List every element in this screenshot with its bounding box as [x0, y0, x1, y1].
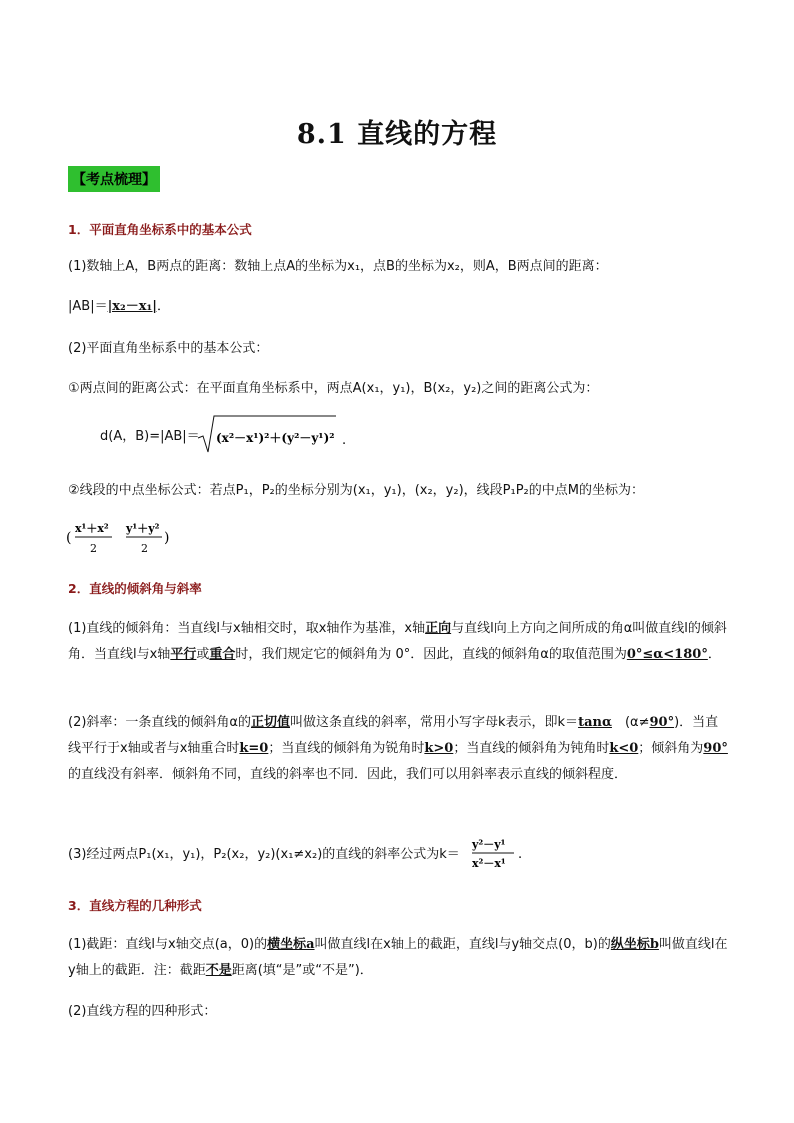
section-3-heading: 3．直线方程的几种形式: [68, 898, 202, 913]
slope-formula: [470, 834, 530, 874]
s1-paragraph-2: (2)平面直角坐标系中的基本公式：: [68, 341, 269, 356]
s3-answer-not: 不是: [205, 963, 232, 978]
s2-p2-text-b: 叫做这条直线的斜率，常用小写字母k表示，即k＝: [290, 715, 579, 730]
s3-paragraph-1: [68, 932, 728, 984]
midpoint-close-paren: ): [164, 530, 170, 546]
s2-p2-text-g: ；倾斜角为: [638, 741, 704, 756]
s2-answer-positive-direction: 正向: [425, 621, 452, 636]
s2-paragraph-2: [68, 710, 728, 788]
page-title: 8.1 直线的方程: [296, 119, 498, 150]
s3-answer-abscissa: 横坐标a: [267, 937, 315, 952]
s2-answer-90: 90°: [649, 715, 675, 730]
sqrt-formula: [196, 412, 356, 456]
s1-distance-prefix: |AB|＝: [68, 299, 108, 314]
s3-answer-ordinate: 纵坐标b: [610, 937, 659, 952]
slope-period: .: [518, 847, 523, 862]
s3-p1-text-d: 距离(填“是”或“不是”)．: [231, 963, 373, 978]
s1-distance-line: [68, 298, 728, 316]
midpoint-formula: [66, 518, 186, 560]
s2-p1-text-a: (1)直线的倾斜角：当直线l与x轴相交时，取x轴作为基准，x轴: [68, 621, 426, 636]
s2-p2-text-f: ；当直线的倾斜角为钝角时: [453, 741, 610, 756]
s2-answer-tan-alpha: tanα: [578, 715, 612, 730]
s2-answer-k-zero: k=0: [239, 741, 269, 756]
slope-numerator: y²－y¹: [472, 838, 506, 851]
s2-paragraph-1: [68, 616, 728, 668]
sqrt-radicand: (x²－x¹)²＋(y²－y¹)²: [216, 431, 335, 445]
s2-p2-text-h: 的直线没有斜率．倾斜角不同，直线的斜率也不同．因此，我们可以用斜率表示直线的倾斜程度．: [68, 767, 628, 782]
midpoint-numerator-y: y¹＋y²: [126, 522, 160, 535]
s2-answer-angle-range: 0°≤α<180°: [626, 647, 708, 662]
s1-paragraph-4: ②线段的中点坐标公式：若点P₁，P₂的坐标分别为(x₁，y₁)，(x₂，y₂)，线段P₁P₂的中点M的坐标为：: [68, 483, 644, 498]
s3-p1-text-a: (1)截距：直线l与x轴交点(a，0)的: [68, 937, 268, 952]
s2-p2-text-d: )．当直线平行于x轴或者与x轴重合时: [68, 715, 719, 756]
s2-answer-coincide: 重合: [209, 647, 236, 662]
s1-distance-answer: |x₂－x₁|: [107, 299, 157, 314]
s3-p1-text-b: 叫做直线l在x轴上的截距，直线l与y轴交点(0，b)的: [314, 937, 611, 952]
s2-answer-k-positive: k>0: [424, 741, 454, 756]
s2-answer-90-degrees: 90°: [703, 741, 728, 756]
s2-p1-text-e: ．: [707, 647, 721, 662]
s2-p1-text-b: 与直线l向上方向之间所成的角α叫做直线l的倾斜角．当直线l与x轴: [68, 621, 727, 662]
s2-answer-tangent: 正切值: [250, 715, 290, 730]
s3-p1-text-c: 叫做直线l在y轴上的截距．注：截距: [68, 937, 728, 978]
s2-answer-parallel: 平行: [170, 647, 197, 662]
midpoint-denominator-x: 2: [90, 542, 97, 555]
midpoint-open-paren: (: [66, 530, 72, 546]
s2-paragraph-3: [68, 846, 728, 864]
s1-distance-suffix: ．: [156, 299, 170, 314]
section-tag: 【考点梳理】: [68, 166, 160, 192]
section-2-heading: 2．直线的倾斜角与斜率: [68, 581, 202, 596]
section-1-heading: 1．平面直角坐标系中的基本公式: [68, 222, 252, 237]
s2-p1-text-c: 或: [196, 647, 210, 662]
slope-denominator: x²－x¹: [472, 857, 506, 870]
distance-formula-prefix: d(A，B)=|AB|＝: [100, 429, 200, 444]
s1-paragraph-3: ①两点间的距离公式：在平面直角坐标系中，两点A(x₁，y₁)，B(x₂，y₂)之间的距离公式为：: [68, 381, 599, 396]
s3-paragraph-2: (2)直线方程的四种形式：: [68, 1004, 217, 1019]
s1-paragraph-1: (1)数轴上A，B两点的距离：数轴上点A的坐标为x₁，点B的坐标为x₂，则A，B两点间的距离：: [68, 259, 608, 274]
midpoint-numerator-x: x¹＋x²: [75, 522, 109, 535]
s2-p2-text-c: (α≠: [611, 715, 650, 730]
s2-answer-k-negative: k<0: [609, 741, 639, 756]
s2-p2-text-a: (2)斜率：一条直线的倾斜角α的: [68, 715, 251, 730]
s2-p1-text-d: 时，我们规定它的倾斜角为 0°．因此，直线的倾斜角α的取值范围为: [235, 647, 627, 662]
s2-p3-text: (3)经过两点P₁(x₁，y₁)，P₂(x₂，y₂)(x₁≠x₂)的直线的斜率公式为k＝: [68, 847, 460, 862]
formula-period: .: [342, 433, 347, 448]
midpoint-denominator-y: 2: [141, 542, 148, 555]
s2-p2-text-e: ；当直线的倾斜角为锐角时: [268, 741, 425, 756]
